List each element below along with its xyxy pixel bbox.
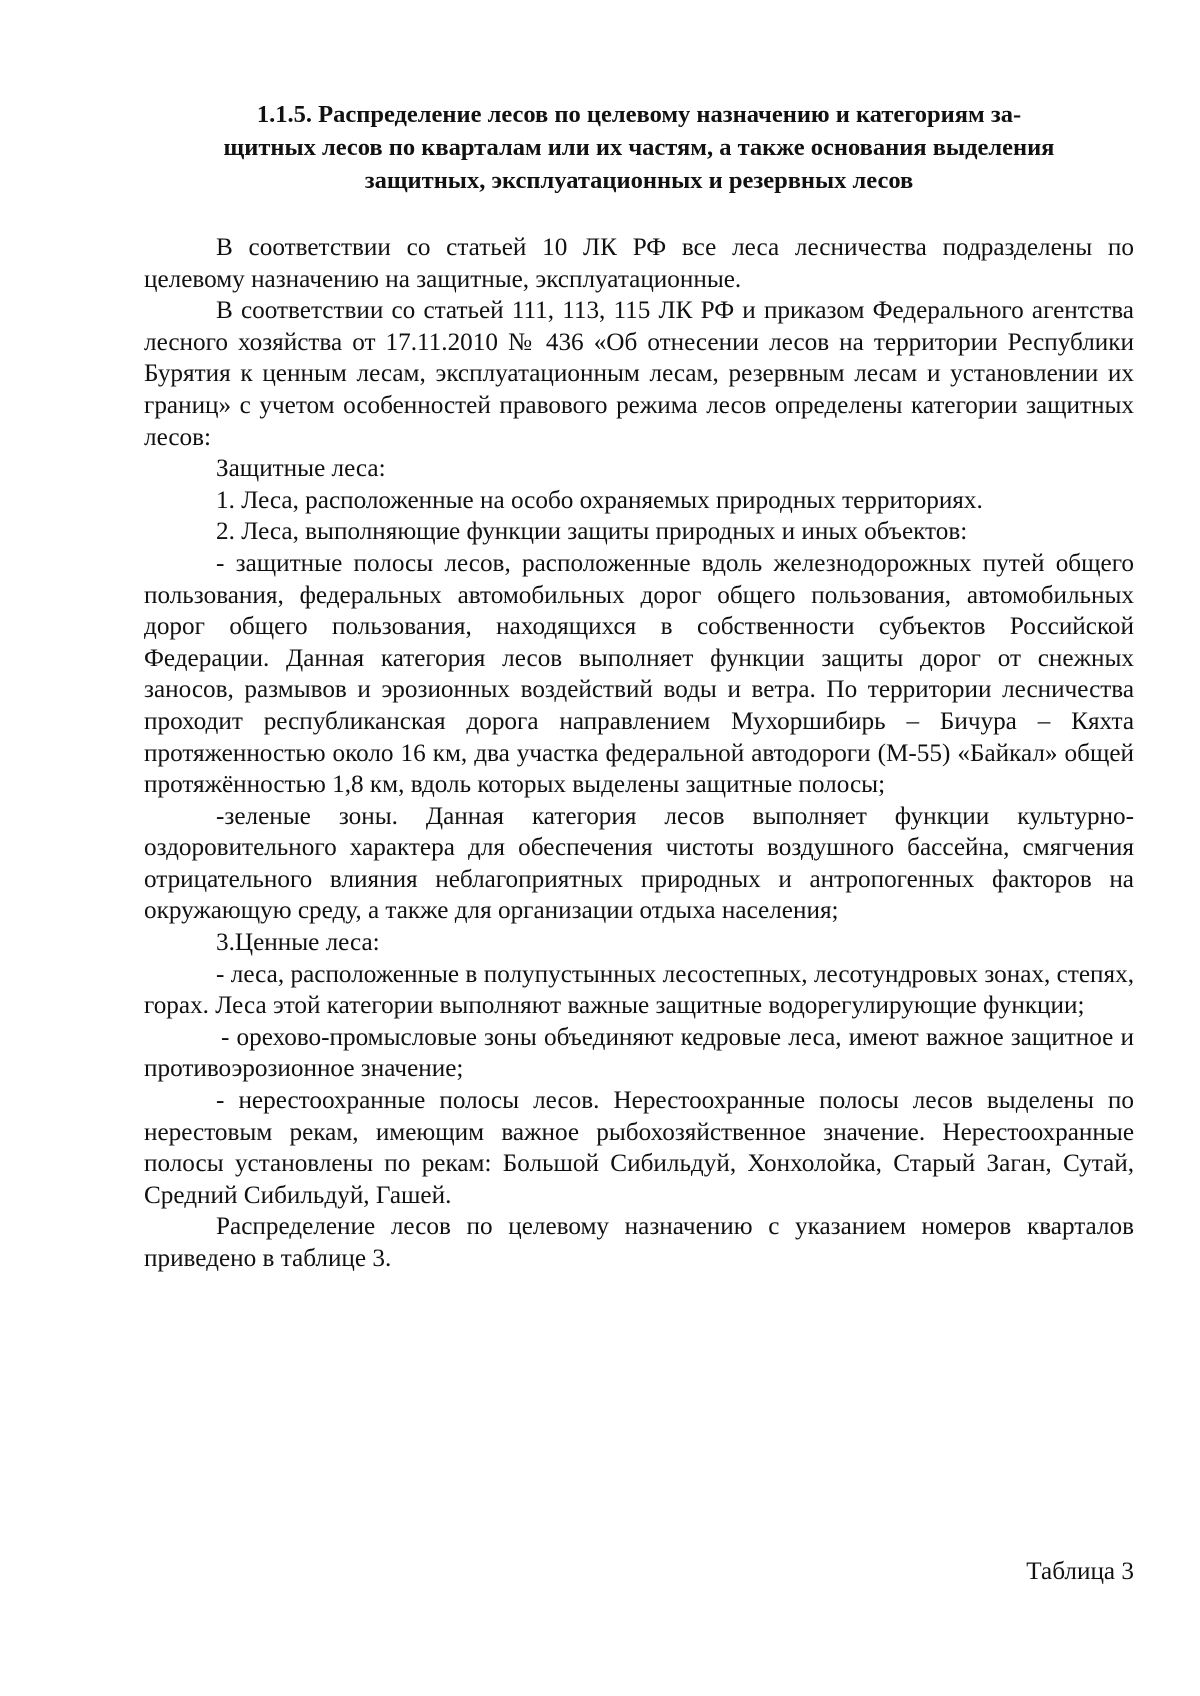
- list-item: - защитные полосы лесов, расположенные вдоль железнодорожных путей общего пользования, федеральных автомобильных дорог общего пользования, автомобильных дорог общего пользования, находящихся в собственности субъектов Российской Федерации. Данная категория лесов выполняет функции защиты дорог от снежных заносов, размывов и эрозионных воздействий воды и ветра. По территории лесничества проходит республиканская дорога направлением Мухоршибирь – Бичура – Кяхта протяженностью около 16 км, два участка федеральной автодороги (М-55) «Байкал» общей протяжённостью 1,8 км, вдоль которых выделены защитные полосы;: [144, 549, 1134, 799]
- heading-line: щитных лесов по кварталам или их частям, а также основания выделения: [223, 134, 1055, 161]
- list-item: 3.Ценные леса:: [216, 929, 380, 957]
- document-body: [144, 232, 1134, 1275]
- paragraph: Защитные леса:: [216, 455, 386, 483]
- list-item: -зеленые зоны. Данная категория лесов выполняет функции культурно-оздоровительного характера для обеспечения чистоты воздушного бассейна, смягчения отрицательного влияния неблагоприятных природных и антропогенных факторов на окружающую среду, а также для организации отдыха населения;: [144, 802, 1134, 925]
- list-item: 1. Леса, расположенные на особо охраняемых природных территориях.: [216, 486, 983, 514]
- paragraph: Распределение лесов по целевому назначению с указанием номеров кварталов приведено в таблице 3.: [144, 1213, 1134, 1272]
- table-caption: Таблица 3: [1026, 1558, 1134, 1585]
- heading-line: защитных, эксплуатационных и резервных лесов: [364, 167, 914, 194]
- paragraph: В соответствии со статьей 111, 113, 115 ЛК РФ и приказом Федерального агентства лесного хозяйства от 17.11.2010 № 436 «Об отнесении лесов на территории Республики Бурятия к ценным лесам, эксплуатационным лесам, резервным лесам и установлении их границ» с учетом особенностей правового режима лесов определены категории защитных лесов:: [144, 297, 1134, 451]
- section-heading: [144, 98, 1134, 197]
- list-item: - нерестоохранные полосы лесов. Нерестоохранные полосы лесов выделены по нерестовым рекам, имеющим важное рыбохозяйственное значение. Нерестоохранные полосы установлены по рекам: Большой Сибильдуй, Хонхолойка, Старый Заган, Сутай, Средний Сибильдуй, Гашей.: [144, 1087, 1134, 1209]
- list-item: 2. Леса, выполняющие функции защиты природных и иных объектов:: [216, 518, 968, 546]
- paragraph: В соответствии со статьей 10 ЛК РФ все леса лесничества подразделены по целевому назначению на защитные, эксплуатационные.: [144, 234, 1134, 293]
- heading-line: 1.1.5. Распределение лесов по целевому назначению и категориям за-: [256, 101, 1022, 128]
- list-item: - леса, расположенные в полупустынных лесостепных, лесотундровых зонах, степях, горах. Леса этой категории выполняют важные защитные водорегулирующие функции;: [144, 960, 1134, 1020]
- list-item: - орехово-промысловые зоны объединяют кедровые леса, имеют важное защитное и противоэрозионное значение;: [144, 1023, 1134, 1083]
